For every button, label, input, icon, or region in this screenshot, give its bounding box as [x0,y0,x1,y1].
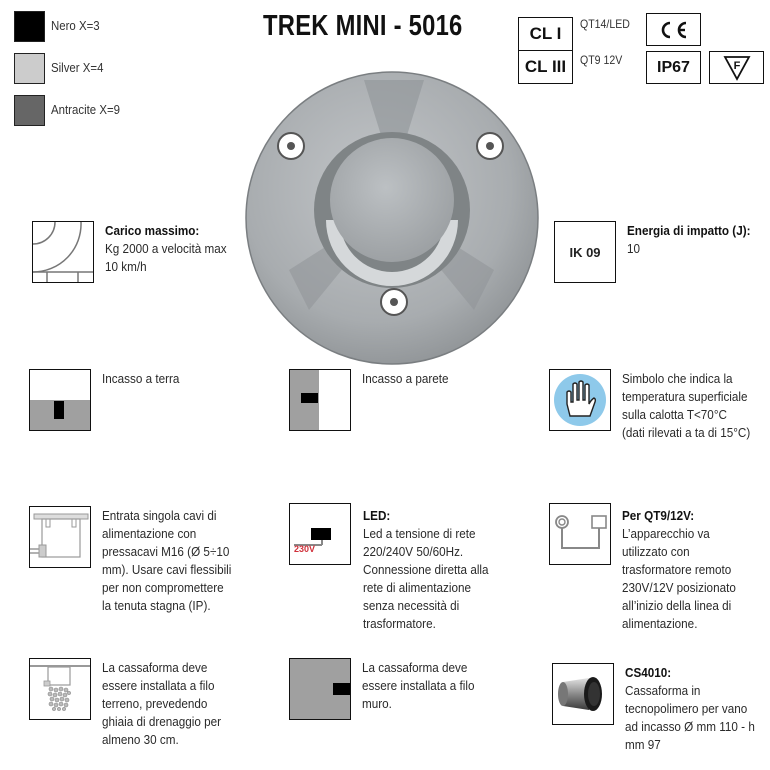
wall-box-icon [289,658,351,720]
remote-transformer-icon [550,504,610,564]
qt9-heading: Per QT9/12V: [622,508,695,523]
qt9-line: trasformatore remoto [622,562,732,577]
wall-box-line: muro. [362,696,392,711]
cable-line: alimentazione con [102,526,197,541]
swatch-nero [14,11,45,42]
temperature-icon-box [549,369,611,431]
led-line: Led a tensione di rete [363,526,476,541]
class-1-badge [518,17,573,51]
led-line: senza necessità di [363,598,460,613]
ground-box-spec [102,659,221,749]
ground-box-line: almeno 30 cm. [102,732,179,747]
hand-temperature-icon [550,370,610,430]
swatch-silver [14,53,45,84]
load-spec [105,222,227,276]
wall-box-line: La cassaforma deve [362,660,468,675]
housing-sleeve-icon [553,664,613,724]
ground-box-line: terreno, prevedendo [102,696,208,711]
wall-install-icon [289,369,351,431]
wheel-load-icon [33,222,93,282]
load-heading: Carico massimo: [105,223,200,238]
impact-spec [627,222,751,258]
led-icon-box [289,503,351,565]
ground-box-line: La cassaforma deve [102,660,208,675]
ip-rating-label: IP67 [657,58,690,76]
transformer-icon-box [549,503,611,565]
swatch-label-silver: Silver X=4 [51,60,104,75]
temperature-line: Simbolo che indica la [622,371,733,386]
led-heading: LED: [363,508,391,523]
class-3-note: QT9 12V [580,53,623,67]
ground-install-spec [102,370,179,388]
led-line: trasformatore. [363,616,436,631]
wall-box-line: essere installata a filo [362,678,475,693]
cs4010-spec [625,664,755,754]
class-1-label: CL I [529,24,562,43]
ce-mark-badge [646,13,701,46]
f-mark-badge [709,51,764,84]
cable-line: mm). Usare cavi flessibili [102,562,232,577]
led-line: rete di alimentazione [363,580,471,595]
load-line: Kg 2000 a velocità max [105,241,227,256]
ip-rating-badge [646,51,701,84]
cable-entry-icon [29,506,91,568]
temperature-line: temperatura superficiale [622,389,748,404]
voltage-230v-label: 230V [294,544,316,554]
product-image [244,70,541,367]
qt9-spec [622,507,736,633]
cable-line: Entrata singola cavi di [102,508,217,523]
cable-line: per non compromettere [102,580,224,595]
impact-value: 10 [627,241,641,256]
cs4010-line: ad incasso Ø mm 110 - h [625,719,755,734]
swatch-label-nero: Nero X=3 [51,18,100,33]
qt9-line: L’apparecchio va [622,526,710,541]
wall-install-label: Incasso a parete [362,371,449,386]
swatch-antracite [14,95,45,126]
cs4010-line: mm 97 [625,737,661,752]
qt9-line: alimentazione. [622,616,698,631]
qt9-line: 230V/12V posizionato [622,580,736,595]
cs4010-line: Cassaforma in [625,683,701,698]
temperature-line: (dati rilevati a ta di 15°C) [622,425,751,440]
class-1-note: QT14/LED [580,17,630,31]
led-spec [363,507,489,633]
cable-entry-spec [102,507,231,615]
ground-box-line: essere installata a filo [102,678,215,693]
temperature-spec [622,370,750,442]
qt9-line: utilizzato con [622,544,690,559]
class-3-label: CL III [524,57,567,76]
temperature-line: sulla calotta T<70°C [622,407,727,422]
wall-box-spec [362,659,475,713]
cable-gland-icon [30,507,90,567]
qt9-line: all’inizio della linea di [622,598,732,613]
impact-heading: Energia di impatto (J): [627,223,751,238]
product-title: TREK MINI - 5016 [263,10,463,42]
cs4010-heading: CS4010: [625,665,672,680]
f-mark-icon [722,55,752,81]
svg-text:F: F [733,59,740,72]
ground-install-icon [29,369,91,431]
ik-rating-label: IK 09 [569,244,601,260]
led-line: 220/240V 50/60Hz. [363,544,464,559]
impact-icon-box [554,221,616,283]
ground-box-icon [29,658,91,720]
led-line: Connessione diretta alla [363,562,489,577]
wall-install-spec [362,370,449,388]
ce-mark-icon [657,20,691,40]
ground-install-label: Incasso a terra [102,371,180,386]
cable-line: la tenuta stagna (IP). [102,598,211,613]
load-line: 10 km/h [105,259,147,274]
ground-box-line: ghiaia di drenaggio per [102,714,222,729]
cable-line: pressacavi M16 (Ø 5÷10 [102,544,230,559]
load-icon-box [32,221,94,283]
swatch-label-antracite: Antracite X=9 [51,102,120,117]
cs4010-icon-box [552,663,614,725]
cs4010-line: tecnopolimero per vano [625,701,748,716]
gravel-drainage-icon [30,659,90,719]
